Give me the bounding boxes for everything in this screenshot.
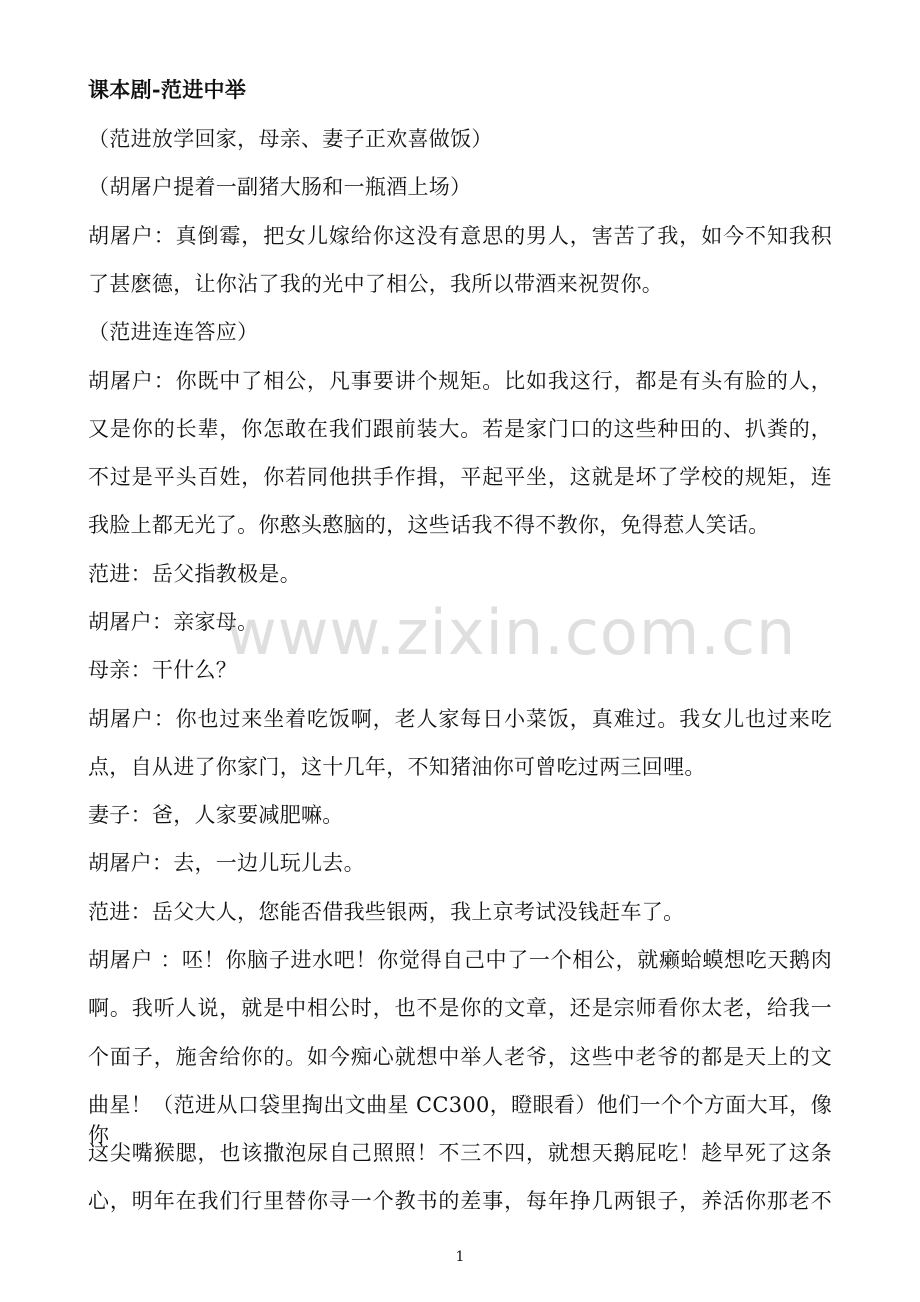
- dialogue-line: 又是你的长辈，你怎敢在我们跟前装大。若是家门口的这些种田的、扒粪的，: [88, 417, 832, 441]
- stage-direction: （范进连连答应）: [88, 320, 259, 344]
- dialogue-line: 不过是平头百姓，你若同他拱手作揖，平起平坐，这就是坏了学校的规矩，连: [88, 465, 832, 489]
- watermark: www.zixin.com.cn: [226, 596, 797, 669]
- dialogue-line: 啊。我听人说，就是中相公时，也不是你的文章，还是宗师看你太老，给我一: [88, 996, 832, 1020]
- document-title: 课本剧-范进中举: [88, 77, 247, 102]
- dialogue-line: 胡屠户：你也过来坐着吃饭啊，老人家每日小菜饭，真难过。我女儿也过来吃: [88, 707, 832, 731]
- dialogue-line: 胡屠户：真倒霉，把女儿嫁给你这没有意思的男人，害苦了我，如今不知我积: [88, 224, 832, 248]
- dialogue-line: 个面子，施舍给你的。如今痴心就想中举人老爷，这些中老爷的都是天上的文: [88, 1045, 832, 1069]
- dialogue-line: 我脸上都无光了。你憨头憨脑的，这些话我不得不教你，免得惹人笑话。: [88, 513, 770, 537]
- stage-direction: （范进放学回家，母亲、妻子正欢喜做饭）: [88, 127, 493, 151]
- dialogue-line: 点，自从进了你家门，这十几年，不知猪油你可曾吃过两三回哩。: [88, 755, 706, 779]
- dialogue-line: 范进：岳父指教极是。: [88, 562, 301, 586]
- dialogue-line: 范进：岳父大人，您能否借我些银两，我上京考试没钱赶车了。: [88, 900, 685, 924]
- page-number: 1: [455, 1249, 465, 1265]
- dialogue-line: 了甚麽德，让你沾了我的光中了相公，我所以带酒来祝贺你。: [88, 272, 664, 296]
- dialogue-line: 胡屠户 ：呸！你脑子进水吧！你觉得自己中了一个相公，就癞蛤蟆想吃天鹅肉: [88, 948, 832, 972]
- dialogue-line: 胡屠户：亲家母。: [88, 610, 259, 634]
- stage-direction: （胡屠户提着一副猪大肠和一瓶酒上场）: [88, 175, 472, 199]
- dialogue-line: 曲星！（范进从口袋里掏出文曲星 CC300，瞪眼看）他们一个个方面大耳，像你: [88, 1093, 832, 1147]
- dialogue-line: 母亲：干什么？: [88, 658, 238, 682]
- dialogue-line: 心，明年在我们行里替你寻一个教书的差事，每年挣几两银子，养活你那老不: [88, 1189, 832, 1213]
- dialogue-line: 这尖嘴猴腮，也该撒泡尿自己照照！不三不四，就想天鹅屁吃！趁早死了这条: [88, 1141, 832, 1165]
- dialogue-line: 妻子：爸，人家要减肥嘛。: [88, 803, 344, 827]
- dialogue-line: 胡屠户：去，一边儿玩儿去。: [88, 851, 365, 875]
- dialogue-line: 胡屠户：你既中了相公，凡事要讲个规矩。比如我这行，都是有头有脸的人，: [88, 369, 832, 393]
